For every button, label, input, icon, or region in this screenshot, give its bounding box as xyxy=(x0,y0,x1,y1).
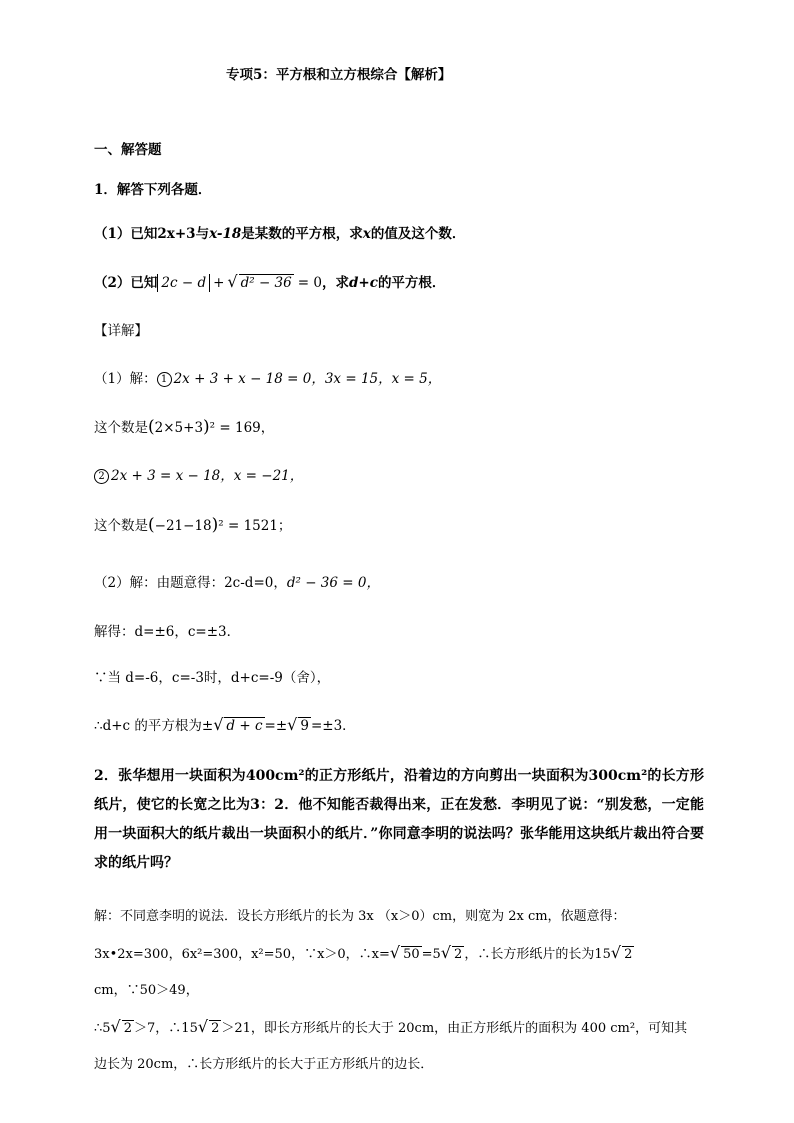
question-1-part-2 xyxy=(94,273,445,292)
radical-sign-icon: √ xyxy=(110,1017,121,1036)
radical-sign-icon: √ xyxy=(197,1017,209,1036)
left-paren: ( xyxy=(148,515,155,535)
s2l4-mid: =± xyxy=(264,718,288,734)
sqrt-50: 50 xyxy=(403,947,420,962)
left-paren: ( xyxy=(148,417,155,437)
q2l3-b: ＞7，∴15 xyxy=(134,1021,198,1036)
section-heading: 一、解答题 xyxy=(94,142,162,158)
s1l3-math: 2x + 3 = x − 18，x = −21， xyxy=(111,468,304,484)
s1l2-rest: ² = 169， xyxy=(209,420,275,436)
q2-sol-line-1: 解：不同意李明的说法．设长方形纸片的长为 3x （x＞0）cm，则宽为 2x cm，依题意得： xyxy=(94,909,626,924)
q1p2-prefix: （2）已知 xyxy=(94,275,158,291)
radical-sign-icon: √ xyxy=(213,715,224,734)
question-1-part-1 xyxy=(94,225,465,243)
solution-2-line-2: 解得：d=±6，c=±3． xyxy=(94,624,241,640)
q2-sol-line-4: 边长为 20cm，∴长方形纸片的长大于正方形纸片的边长． xyxy=(94,1057,434,1072)
solution-1-line-4 xyxy=(94,516,291,535)
q1p2-eq: = 0 xyxy=(297,275,322,291)
q2l2-b: =5 xyxy=(421,947,441,962)
radical-sign-icon: √ xyxy=(227,272,238,291)
solution-1-line-3 xyxy=(94,467,303,485)
circled-number-1: 1 xyxy=(157,372,172,387)
s1l2-inner: 2×5+3 xyxy=(154,420,204,436)
q1p1-suffix: 是某数的平方根，求 xyxy=(241,226,363,242)
s2l4-prefix: ∴d+c 的平方根为± xyxy=(94,718,214,734)
q1p2-end: 的平方根． xyxy=(377,275,446,291)
s2l1-eq: 2c-d=0， xyxy=(224,575,287,591)
sqrt-2: 2 xyxy=(454,947,463,962)
q2-sol-line-2 xyxy=(94,935,704,1009)
s2l1-math: d² − 36 = 0， xyxy=(286,575,380,591)
sqrt-2: 2 xyxy=(624,947,633,962)
s1l1-math: 2x + 3 + x − 18 = 0，3x = 15，x = 5， xyxy=(173,371,442,387)
sqrt-9: 9 xyxy=(300,718,309,734)
s1l4-rest: ² = 1521； xyxy=(218,518,292,534)
right-paren: ) xyxy=(211,515,219,535)
s2l4-end: =±3． xyxy=(310,718,356,734)
right-paren: ) xyxy=(203,417,210,437)
radical-sign-icon: √ xyxy=(389,943,401,962)
solution-2-line-3: ∵当 d=-6，c=-3时，d+c=-9（舍）， xyxy=(94,670,331,686)
radical-sign-icon: √ xyxy=(440,943,452,962)
q1p1-expr-1: 2x+3 xyxy=(157,226,196,242)
solution-2-line-1 xyxy=(94,574,380,592)
sqrt-2: 2 xyxy=(123,1021,133,1036)
s1l4-inner: −21−18 xyxy=(154,518,212,534)
radical-sign-icon: √ xyxy=(287,715,298,734)
radical-sign-icon: √ xyxy=(610,943,622,962)
q1p1-prefix: （1）已知 xyxy=(94,226,158,242)
abs-expression: 2c − d xyxy=(157,274,210,292)
q1p1-mid: 与 xyxy=(195,226,210,242)
q1p2-suffix: ，求 xyxy=(321,275,349,291)
question-2-text: 2．张华想用一块面积为400cm²的正方形纸片，沿着边的方向剪出一块面积为300cm²的长方形纸片，使它的长宽之比为3：2．他不知能否裁得出来，正在发愁．李明见了说：“别发愁，一定能用一块面积大的纸片裁出一块面积小的纸片．”你同意李明的说法吗？张华能用这块纸片裁出符合要求的纸片吗？ xyxy=(94,768,704,871)
page-title: 专项5：平方根和立方根综合【解析】 xyxy=(226,67,452,83)
plus-sign: + xyxy=(213,275,225,291)
question-1-stem: 1．解答下列各题． xyxy=(94,182,212,198)
q2l2-a: 3x•2x=300，6x²=300，x²=50，∵x＞0，∴x= xyxy=(94,947,390,962)
detail-label: 【详解】 xyxy=(94,323,148,339)
solution-1-line-2 xyxy=(94,418,274,437)
q2l3-a: ∴5 xyxy=(94,1021,111,1036)
solution-1-line-1 xyxy=(94,370,441,388)
sqrt-expression: d² − 36 xyxy=(240,275,292,291)
q1p1-var: x xyxy=(362,226,371,242)
s1l4-prefix: 这个数是 xyxy=(94,518,148,534)
q1p1-expr-2: x-18 xyxy=(209,226,242,242)
q2l2-e: cm，∵50＞49， xyxy=(94,983,199,998)
q2l2-c: ，∴长方形纸片的长为 xyxy=(464,947,595,962)
circled-number-2: 2 xyxy=(94,469,109,484)
s1l2-prefix: 这个数是 xyxy=(94,420,148,436)
q2l2-d: 15 xyxy=(594,947,611,962)
sqrt-d-plus-c: d + c xyxy=(226,718,263,734)
q2-sol-line-3 xyxy=(94,1009,704,1047)
question-2-solution xyxy=(94,899,704,1083)
sqrt-2: 2 xyxy=(211,1021,220,1036)
solution-2-line-4 xyxy=(94,716,356,735)
s2l1-prefix: （2）解：由题意得： xyxy=(94,575,225,591)
q2l3-c: ＞21，即长方形纸片的长大于 20cm，由正方形纸片的面积为 400 cm²，可知其 xyxy=(221,1021,688,1036)
q1p2-target: d+c xyxy=(348,275,378,291)
q1p1-end: 的值及这个数． xyxy=(370,226,466,242)
s1l1-prefix: （1）解： xyxy=(94,371,157,387)
